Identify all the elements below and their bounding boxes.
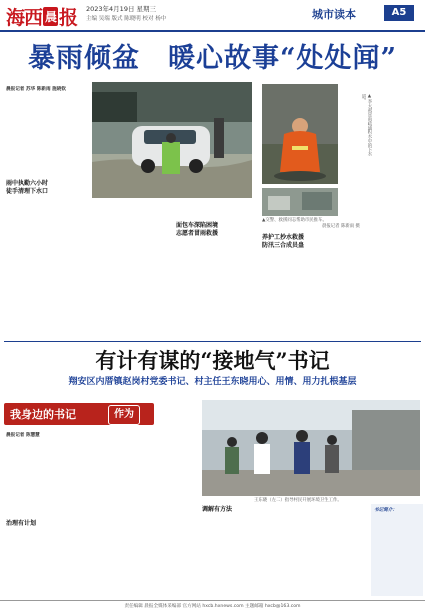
- bio-sidebar-title: 书记简介：: [374, 508, 397, 513]
- flooded-street-image: [92, 82, 252, 198]
- story2-photo: [202, 400, 420, 496]
- story1-subhead-3: 养护工抄水救援: [262, 234, 305, 241]
- story2-subhead: 翔安区内厝镇赵岗村党委书记、村主任王东晓用心、用情、用力扎根基层: [68, 377, 357, 387]
- story2-photo-caption: 王东晓（左二）指导村民开展环境卫生工作。: [254, 498, 342, 503]
- story2-col2: [104, 410, 194, 596]
- story1-photo-caption-2: ▲交警、救援同志帮助市民推车。: [262, 218, 327, 223]
- editor-line: 主编 吴端 版式 陈晓明 校对 杨中: [86, 16, 167, 22]
- story1-photo-worker: [262, 84, 338, 184]
- logo-left: 海西: [6, 7, 43, 29]
- newspaper-logo: [6, 3, 77, 30]
- story1-col1: [6, 198, 86, 338]
- story2-subhead-2: 调解有方法: [202, 506, 233, 513]
- section-title: 城市读本: [312, 8, 356, 21]
- section-divider: [4, 341, 421, 342]
- masthead: [0, 0, 425, 32]
- banner-seal: 作为: [108, 405, 140, 425]
- story1-col4: [262, 252, 338, 338]
- rain-scene-image: [262, 188, 338, 216]
- bio-sidebar-text: [374, 507, 420, 593]
- story1-photo-caption-2b: 晨报记者 陈新雨 摄: [322, 224, 360, 229]
- story2-col1b: [6, 530, 98, 596]
- story1-subhead-2: 面包车深陷困境: [176, 222, 219, 229]
- story1-headline: 暴雨倾盆 暖心故事“处处闻”: [27, 43, 398, 74]
- story1-subhead-2b: 志愿者冒雨救援: [176, 230, 219, 237]
- village-work-image: [202, 400, 420, 496]
- story2-col4: [286, 506, 366, 596]
- story1-subhead-1b: 徒手清理下水口: [6, 188, 49, 195]
- bio-sidebar: [371, 504, 423, 596]
- logo-right: 报: [59, 7, 78, 29]
- story2-col1: [6, 442, 98, 516]
- story1-photo-caption-1: ▲李大叔冒雨疏通积水中的下水道。: [361, 94, 372, 157]
- story1-photo-car: [92, 82, 252, 198]
- story1-lead: [6, 96, 86, 176]
- story1-subhead-3b: 防汛三合成员蛊: [262, 242, 305, 249]
- story2-headline: 有计有谋的“接地气”书记: [95, 348, 330, 373]
- story2-byline: 晨报记者 陈慧慧: [6, 433, 40, 438]
- story1-photo-rain: [262, 188, 338, 216]
- date-line: 2023年4月19日 星期三: [86, 5, 157, 13]
- drain-worker-image: [262, 84, 338, 184]
- story1-subhead-1: 雨中执勤六小时: [6, 180, 49, 187]
- banner-text: 我身边的书记: [10, 408, 76, 421]
- story2-col3: [202, 516, 282, 596]
- page-footer: 责任编辑 晨报全媒体采编部 官方网站 hxcb.hxnews.com 主题邮箱 hxcb@163.com: [0, 600, 425, 612]
- page-number: A5: [384, 5, 414, 21]
- story1-col2: [92, 202, 170, 338]
- story1-byline: 晨报记者 苏华 陈新雨 施晓钦: [6, 87, 66, 92]
- story1-col3: [176, 240, 254, 338]
- story2-subhead-1: 治理有计划: [6, 520, 37, 527]
- logo-seal: 晨: [43, 7, 58, 26]
- story1-col5: [344, 232, 420, 338]
